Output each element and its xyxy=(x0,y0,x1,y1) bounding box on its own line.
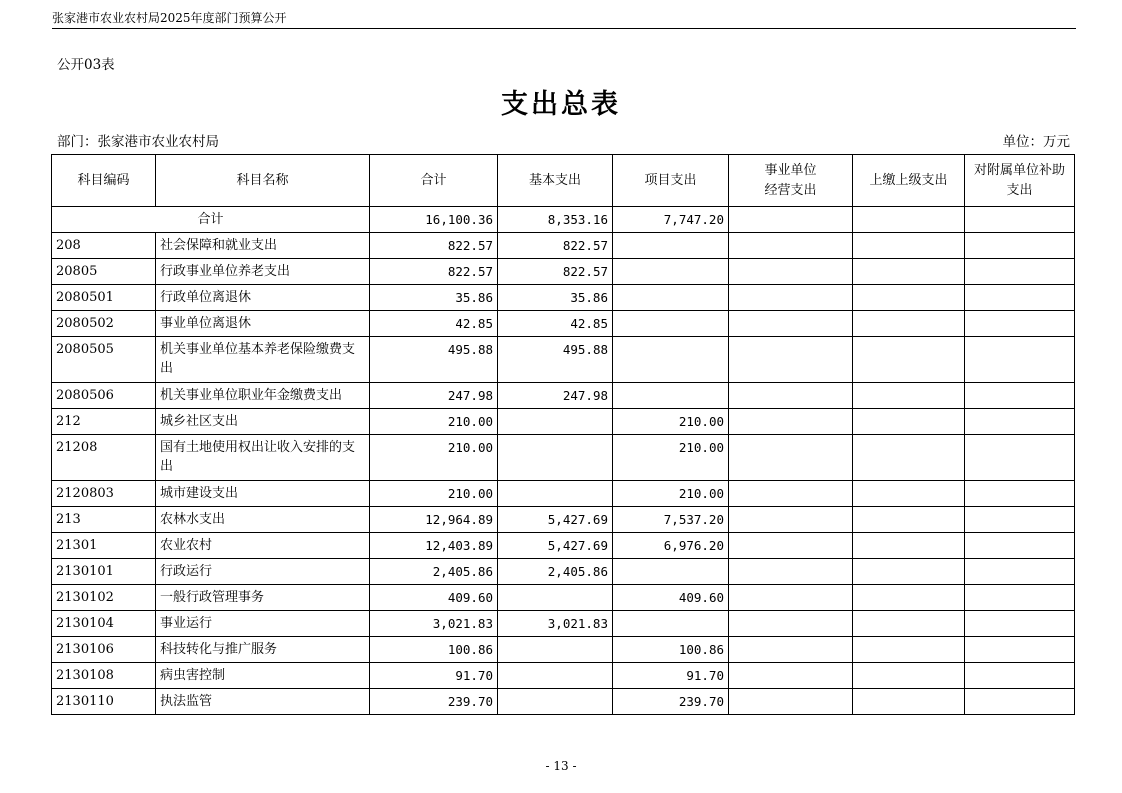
row-code: 2130102 xyxy=(52,585,156,611)
row-code: 2130110 xyxy=(52,689,156,715)
row-business xyxy=(729,337,853,383)
row-name: 行政运行 xyxy=(156,559,370,585)
row-subsidy xyxy=(965,481,1075,507)
department-label: 部门：张家港市农业农村局 xyxy=(57,134,219,150)
row-upper xyxy=(853,383,965,409)
row-project xyxy=(613,311,729,337)
row-code: 213 xyxy=(52,507,156,533)
row-project: 100.86 xyxy=(613,637,729,663)
row-code: 2130101 xyxy=(52,559,156,585)
row-basic xyxy=(498,637,613,663)
row-basic: 5,427.69 xyxy=(498,533,613,559)
row-name: 行政事业单位养老支出 xyxy=(156,259,370,285)
row-code: 2130108 xyxy=(52,663,156,689)
row-subsidy xyxy=(965,533,1075,559)
row-name: 机关事业单位基本养老保险缴费支出 xyxy=(156,337,370,383)
row-project xyxy=(613,559,729,585)
row-project: 91.70 xyxy=(613,663,729,689)
row-total: 409.60 xyxy=(370,585,498,611)
row-business xyxy=(729,481,853,507)
total-row-subsidy xyxy=(965,207,1075,233)
row-code: 208 xyxy=(52,233,156,259)
row-subsidy xyxy=(965,585,1075,611)
row-upper xyxy=(853,585,965,611)
row-business xyxy=(729,559,853,585)
row-basic: 822.57 xyxy=(498,259,613,285)
row-total: 35.86 xyxy=(370,285,498,311)
row-project: 7,537.20 xyxy=(613,507,729,533)
row-subsidy xyxy=(965,637,1075,663)
page-title: 支出总表 xyxy=(501,89,621,120)
total-row-upper xyxy=(853,207,965,233)
row-code: 2080502 xyxy=(52,311,156,337)
row-total: 3,021.83 xyxy=(370,611,498,637)
row-basic: 2,405.86 xyxy=(498,559,613,585)
row-project xyxy=(613,233,729,259)
row-business xyxy=(729,285,853,311)
row-total: 822.57 xyxy=(370,233,498,259)
page-number: - 13 - xyxy=(545,759,577,773)
row-upper xyxy=(853,533,965,559)
row-total: 239.70 xyxy=(370,689,498,715)
row-upper xyxy=(853,481,965,507)
row-subsidy xyxy=(965,663,1075,689)
row-subsidy xyxy=(965,611,1075,637)
row-upper xyxy=(853,259,965,285)
row-business xyxy=(729,585,853,611)
column-header-total: 合计 xyxy=(370,155,498,207)
table-row xyxy=(52,481,1075,507)
row-code: 21301 xyxy=(52,533,156,559)
table-row xyxy=(52,637,1075,663)
total-row-project: 7,747.20 xyxy=(613,207,729,233)
row-name: 执法监管 xyxy=(156,689,370,715)
column-header-upper: 上缴上级支出 xyxy=(853,155,965,207)
row-upper xyxy=(853,637,965,663)
row-name: 社会保障和就业支出 xyxy=(156,233,370,259)
row-upper xyxy=(853,611,965,637)
table-row xyxy=(52,559,1075,585)
expenditure-table xyxy=(51,154,1075,715)
row-basic: 42.85 xyxy=(498,311,613,337)
table-row xyxy=(52,435,1075,481)
row-code: 21208 xyxy=(52,435,156,481)
table-row xyxy=(52,663,1075,689)
row-business xyxy=(729,637,853,663)
row-subsidy xyxy=(965,233,1075,259)
table-row xyxy=(52,689,1075,715)
row-basic xyxy=(498,663,613,689)
row-basic xyxy=(498,435,613,481)
table-row xyxy=(52,383,1075,409)
row-project xyxy=(613,285,729,311)
row-subsidy xyxy=(965,409,1075,435)
row-name: 机关事业单位职业年金缴费支出 xyxy=(156,383,370,409)
row-total: 247.98 xyxy=(370,383,498,409)
row-name: 病虫害控制 xyxy=(156,663,370,689)
row-project xyxy=(613,337,729,383)
row-code: 2120803 xyxy=(52,481,156,507)
row-code: 2080501 xyxy=(52,285,156,311)
row-business xyxy=(729,311,853,337)
row-total: 2,405.86 xyxy=(370,559,498,585)
row-basic: 35.86 xyxy=(498,285,613,311)
column-header-name: 科目名称 xyxy=(156,155,370,207)
row-total: 12,964.89 xyxy=(370,507,498,533)
total-row-total: 16,100.36 xyxy=(370,207,498,233)
total-row-label: 合计 xyxy=(52,207,370,233)
total-row xyxy=(52,207,1075,233)
row-project: 210.00 xyxy=(613,481,729,507)
row-upper xyxy=(853,507,965,533)
row-business xyxy=(729,435,853,481)
row-business xyxy=(729,689,853,715)
row-basic: 822.57 xyxy=(498,233,613,259)
row-name: 国有土地使用权出让收入安排的支出 xyxy=(156,435,370,481)
column-header-basic: 基本支出 xyxy=(498,155,613,207)
row-name: 城市建设支出 xyxy=(156,481,370,507)
row-business xyxy=(729,409,853,435)
row-subsidy xyxy=(965,259,1075,285)
row-project: 6,976.20 xyxy=(613,533,729,559)
table-row xyxy=(52,409,1075,435)
row-basic xyxy=(498,689,613,715)
row-subsidy xyxy=(965,383,1075,409)
row-subsidy xyxy=(965,337,1075,383)
row-upper xyxy=(853,663,965,689)
row-business xyxy=(729,233,853,259)
row-business xyxy=(729,663,853,689)
row-business xyxy=(729,507,853,533)
row-basic: 3,021.83 xyxy=(498,611,613,637)
row-business xyxy=(729,383,853,409)
row-project: 210.00 xyxy=(613,435,729,481)
table-header-row xyxy=(52,155,1075,207)
row-business xyxy=(729,611,853,637)
table-row xyxy=(52,311,1075,337)
row-subsidy xyxy=(965,285,1075,311)
row-subsidy xyxy=(965,689,1075,715)
row-subsidy xyxy=(965,435,1075,481)
column-header-project: 项目支出 xyxy=(613,155,729,207)
row-project: 409.60 xyxy=(613,585,729,611)
row-name: 一般行政管理事务 xyxy=(156,585,370,611)
row-basic: 5,427.69 xyxy=(498,507,613,533)
row-upper xyxy=(853,337,965,383)
row-upper xyxy=(853,311,965,337)
row-code: 2130104 xyxy=(52,611,156,637)
total-row-business xyxy=(729,207,853,233)
row-project: 239.70 xyxy=(613,689,729,715)
row-name: 城乡社区支出 xyxy=(156,409,370,435)
row-total: 100.86 xyxy=(370,637,498,663)
row-upper xyxy=(853,689,965,715)
row-code: 20805 xyxy=(52,259,156,285)
total-row-basic: 8,353.16 xyxy=(498,207,613,233)
row-code: 2080505 xyxy=(52,337,156,383)
row-subsidy xyxy=(965,507,1075,533)
row-project: 210.00 xyxy=(613,409,729,435)
unit-label: 单位：万元 xyxy=(1002,134,1070,150)
row-basic: 495.88 xyxy=(498,337,613,383)
row-business xyxy=(729,259,853,285)
table-row xyxy=(52,233,1075,259)
row-name: 科技转化与推广服务 xyxy=(156,637,370,663)
row-name: 农林水支出 xyxy=(156,507,370,533)
row-total: 210.00 xyxy=(370,481,498,507)
row-business xyxy=(729,533,853,559)
column-header-subsidy: 对附属单位补助支出 xyxy=(965,155,1075,207)
row-upper xyxy=(853,285,965,311)
row-code: 212 xyxy=(52,409,156,435)
row-upper xyxy=(853,409,965,435)
column-header-code: 科目编码 xyxy=(52,155,156,207)
row-basic xyxy=(498,585,613,611)
table-row xyxy=(52,533,1075,559)
table-row xyxy=(52,507,1075,533)
row-total: 210.00 xyxy=(370,435,498,481)
row-subsidy xyxy=(965,559,1075,585)
table-row xyxy=(52,337,1075,383)
row-name: 农业农村 xyxy=(156,533,370,559)
table-row xyxy=(52,259,1075,285)
table-row xyxy=(52,611,1075,637)
row-total: 822.57 xyxy=(370,259,498,285)
table-number: 公开03表 xyxy=(57,57,115,73)
row-project xyxy=(613,259,729,285)
row-name: 事业运行 xyxy=(156,611,370,637)
row-upper xyxy=(853,233,965,259)
table-row xyxy=(52,585,1075,611)
row-project xyxy=(613,383,729,409)
row-basic xyxy=(498,409,613,435)
row-upper xyxy=(853,435,965,481)
row-name: 行政单位离退休 xyxy=(156,285,370,311)
row-total: 495.88 xyxy=(370,337,498,383)
row-basic xyxy=(498,481,613,507)
running-header: 张家港市农业农村局2025年度部门预算公开 xyxy=(52,10,1076,29)
row-total: 91.70 xyxy=(370,663,498,689)
column-header-business: 事业单位经营支出 xyxy=(729,155,853,207)
table-row xyxy=(52,285,1075,311)
row-subsidy xyxy=(965,311,1075,337)
row-basic: 247.98 xyxy=(498,383,613,409)
row-total: 42.85 xyxy=(370,311,498,337)
row-code: 2080506 xyxy=(52,383,156,409)
row-name: 事业单位离退休 xyxy=(156,311,370,337)
row-total: 210.00 xyxy=(370,409,498,435)
row-project xyxy=(613,611,729,637)
row-upper xyxy=(853,559,965,585)
row-total: 12,403.89 xyxy=(370,533,498,559)
row-code: 2130106 xyxy=(52,637,156,663)
